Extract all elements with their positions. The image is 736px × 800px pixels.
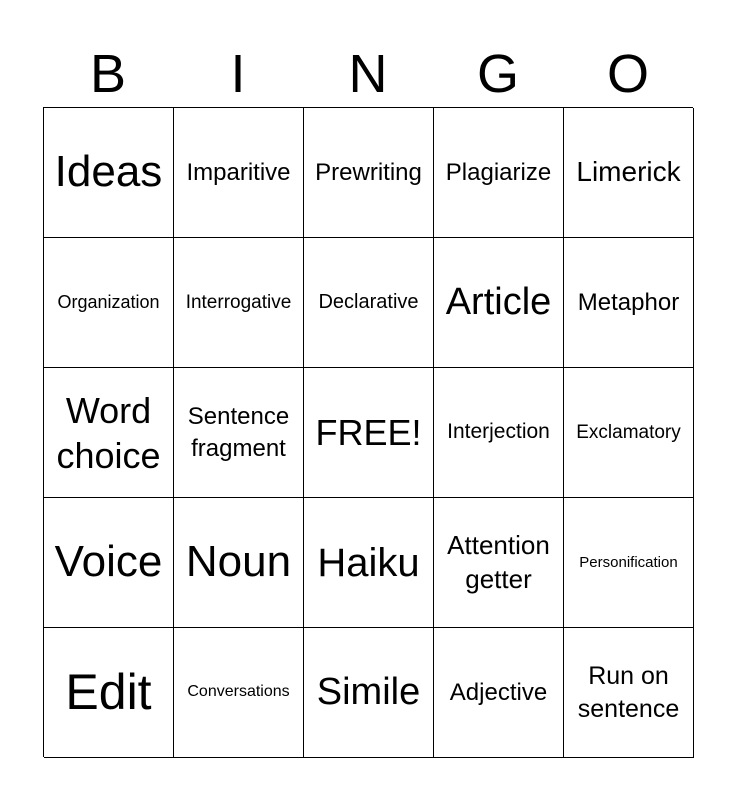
header-letter-g: G bbox=[476, 44, 519, 104]
bingo-cell-r4-c3[interactable] bbox=[434, 628, 564, 758]
bingo-cell-r1-c1[interactable] bbox=[174, 238, 304, 368]
bingo-cell-r1-c3[interactable] bbox=[434, 238, 564, 368]
bingo-cell-r2-c1[interactable] bbox=[174, 368, 304, 498]
bingo-cell-r4-c2[interactable] bbox=[304, 628, 434, 758]
cell-text: Simile bbox=[316, 670, 421, 713]
cell-text: Edit bbox=[65, 663, 152, 720]
bingo-cell-r2-c2[interactable] bbox=[304, 368, 434, 498]
bingo-cell-r1-c2[interactable] bbox=[304, 238, 434, 368]
cell-text: Imparitive bbox=[186, 158, 291, 186]
cell-text: Interrogative bbox=[185, 291, 292, 313]
bingo-cell-r0-c4[interactable] bbox=[564, 108, 694, 238]
cell-text: Haiku bbox=[317, 540, 420, 585]
bingo-cell-r1-c4[interactable] bbox=[564, 238, 694, 368]
cell-text: Organization bbox=[57, 292, 160, 313]
cell-text: Personification bbox=[579, 553, 678, 571]
bingo-cell-r0-c0[interactable] bbox=[44, 108, 174, 238]
bingo-cell-r2-c4[interactable] bbox=[564, 368, 694, 498]
cell-text: Noun bbox=[185, 537, 292, 587]
header-letter-o: O bbox=[606, 44, 649, 104]
bingo-cell-r2-c3[interactable] bbox=[434, 368, 564, 498]
cell-text: Interjection bbox=[447, 420, 550, 444]
cell-text: Exclamatory bbox=[576, 421, 681, 443]
header-letter-b: B bbox=[89, 44, 127, 104]
cell-text: Run on sentence bbox=[577, 662, 680, 723]
bingo-cell-r3-c3[interactable] bbox=[434, 498, 564, 628]
bingo-cell-r3-c4[interactable] bbox=[564, 498, 694, 628]
bingo-cell-r0-c3[interactable] bbox=[434, 108, 564, 238]
cell-text: Conversations bbox=[187, 683, 290, 701]
cell-text: Ideas bbox=[54, 147, 163, 197]
bingo-header bbox=[43, 40, 693, 108]
cell-text: Attention getter bbox=[447, 529, 550, 594]
bingo-cell-r3-c0[interactable] bbox=[44, 498, 174, 628]
cell-text: Word choice bbox=[56, 389, 161, 476]
cell-text: Limerick bbox=[576, 156, 681, 188]
cell-text: Adjective bbox=[449, 678, 548, 706]
cell-text: Prewriting bbox=[315, 158, 422, 186]
bingo-cell-r0-c2[interactable] bbox=[304, 108, 434, 238]
bingo-cell-r2-c0[interactable] bbox=[44, 368, 174, 498]
bingo-cell-r4-c4[interactable] bbox=[564, 628, 694, 758]
cell-text: FREE! bbox=[315, 411, 422, 453]
cell-text: Metaphor bbox=[577, 288, 680, 316]
bingo-cell-r1-c0[interactable] bbox=[44, 238, 174, 368]
bingo-cell-r3-c1[interactable] bbox=[174, 498, 304, 628]
cell-text: Article bbox=[445, 280, 552, 323]
bingo-cell-r3-c2[interactable] bbox=[304, 498, 434, 628]
bingo-cell-r4-c0[interactable] bbox=[44, 628, 174, 758]
cell-text: Declarative bbox=[318, 291, 419, 313]
cell-text: Plagiarize bbox=[445, 158, 552, 186]
header-letter-n: N bbox=[348, 44, 388, 104]
cell-text: Voice bbox=[54, 537, 163, 587]
bingo-cell-r4-c1[interactable] bbox=[174, 628, 304, 758]
bingo-board bbox=[43, 107, 693, 757]
cell-text: Sentence fragment bbox=[187, 403, 290, 462]
header-letter-i: I bbox=[230, 44, 246, 104]
bingo-cell-r0-c1[interactable] bbox=[174, 108, 304, 238]
